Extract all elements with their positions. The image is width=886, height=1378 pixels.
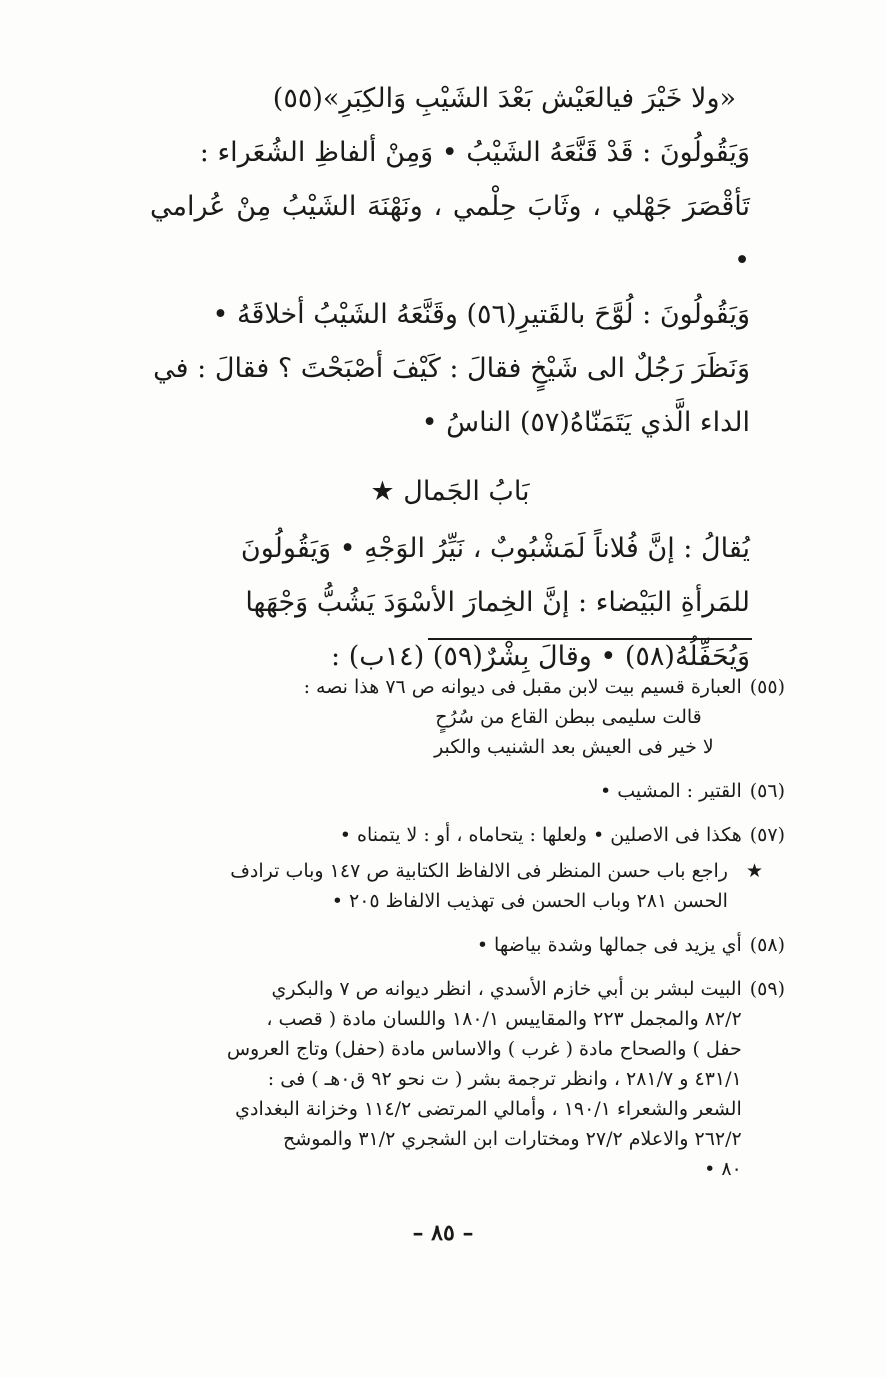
footnote-body xyxy=(160,820,742,850)
footnote-body xyxy=(160,930,742,960)
footnote-line: البيت لبشر بن أبي خازم الأسدي ، انظر ديوانه ص ٧ والبكري xyxy=(271,978,742,1000)
footnote-body xyxy=(160,856,728,916)
text-line: تَأقْصَرَ جَهْلي ، وثَابَ حِلْمي ، ونَهْنَهَ الشَيْبُ مِنْ عُرامي • xyxy=(150,191,750,276)
text-line: وَيَقُولُونَ : قَدْ قَنَّعَهُ الشَيْبُ • وَمِنْ ألفاظِ الشُعَراء : xyxy=(199,137,750,168)
text-line: الداء الَّذي يَتَمَنّاهُ(٥٧) الناسُ • xyxy=(421,407,750,438)
footnote-55 xyxy=(160,672,785,762)
footnote-divider xyxy=(428,638,752,640)
footnote-57 xyxy=(160,820,785,850)
footnote-line: الشعر والشعراء ١٩٠/١ ، وأمالي المرتضى ١١٤/٢ وخزانة البغدادي xyxy=(235,1098,742,1120)
footnote-number: (٥٧) xyxy=(749,824,785,846)
footnote-body xyxy=(160,974,742,1184)
page-number: – ٨٥ – xyxy=(412,1220,474,1246)
main-text xyxy=(150,72,750,684)
footnote-line: ٤٣١/١ و ٢٨١/٧ ، وانظر ترجمة بشر ( ت نحو ٩٢ ق٠هـ ) فى : xyxy=(267,1068,742,1090)
footnote-line: راجع باب حسن المنظر فى الالفاظ الكتابية ص ١٤٧ وباب ترادف xyxy=(230,860,728,882)
footnote-poem-line: قالت سليمى ببطن القاع من سُرُحٍ xyxy=(435,706,702,728)
star-icon: ★ xyxy=(745,860,763,882)
text-line: للمَرأةِ البَيْضاء : إنَّ الخِمارَ الأسْوَدَ يَشُبُّ وَجْهَها xyxy=(245,587,750,618)
text-line: وَنَظَرَ رَجُلٌ الى شَيْخٍ فقالَ : كَيْفَ أصْبَحْتَ ؟ فقالَ : في xyxy=(153,353,750,384)
footnote-number: (٥٨) xyxy=(749,934,785,956)
footnote-line: هكذا فى الاصلين • ولعلها : يتحاماه ، أو : لا يتمناه • xyxy=(339,824,742,846)
footnote-56 xyxy=(160,776,785,806)
footnote-line: العبارة قسيم بيت لابن مقبل فى ديوانه ص ٧٦ هذا نصه : xyxy=(303,676,742,698)
footnote-line: الحسن ٢٨١ وباب الحسن فى تهذيب الالفاظ ٢٠٥ • xyxy=(331,890,728,912)
footnotes xyxy=(160,672,785,1198)
footnote-58 xyxy=(160,930,785,960)
footnote-number: (٥٥) xyxy=(749,676,785,698)
text-line: وَيَقُولُونَ : لُوَّحَ بالقَتيرِ(٥٦) وقَنَّعَهُ الشَيْبُ أخلاقَهُ • xyxy=(212,299,750,330)
text-line: يُقالُ : إنَّ فُلاناً لَمَشْبُوبٌ ، نَيِّرُ الوَجْهِ • وَيَقُولُونَ xyxy=(240,533,750,564)
footnote-poem-line: لا خير فى العيش بعد الشنيب والكبر xyxy=(434,736,714,758)
footnote-body xyxy=(160,672,742,762)
footnote-line: ٨٢/٢ والمجمل ٢٢٣ والمقاييس ١٨٠/١ واللسان مادة ( قصب ، xyxy=(266,1008,742,1030)
footnote-59 xyxy=(160,974,785,1184)
footnote-number: (٥٦) xyxy=(749,780,785,802)
footnote-line: ٢٦٢/٢ والاعلام ٢٧/٢ ومختارات ابن الشجري ٣١/٢ والموشح xyxy=(283,1128,742,1150)
footnote-number: (٥٩) xyxy=(749,978,785,1000)
footnote-star xyxy=(160,856,785,916)
footnote-body xyxy=(160,776,742,806)
text-line: وَيُحَفِّلُهُ(٥٨) • وقالَ بِشْرٌ(٥٩) (١٤ب) : xyxy=(331,641,750,672)
footnote-line: حفل ) والصحاح مادة ( غرب ) والاساس مادة (حفل) وتاج العروس xyxy=(226,1038,742,1060)
footnote-line: أي يزيد فى جمالها وشدة بياضها • xyxy=(476,934,742,956)
footnote-line: القتير : المشيب • xyxy=(599,780,742,802)
footnote-line: ٨٠ • xyxy=(704,1158,742,1180)
section-title: بَابُ الجَمال ★ xyxy=(370,476,530,507)
verse-quote: «ولا خَيْرَ فيالعَيْش بَعْدَ الشَيْبِ وَالكِبَرِ»(٥٥) xyxy=(272,83,736,114)
